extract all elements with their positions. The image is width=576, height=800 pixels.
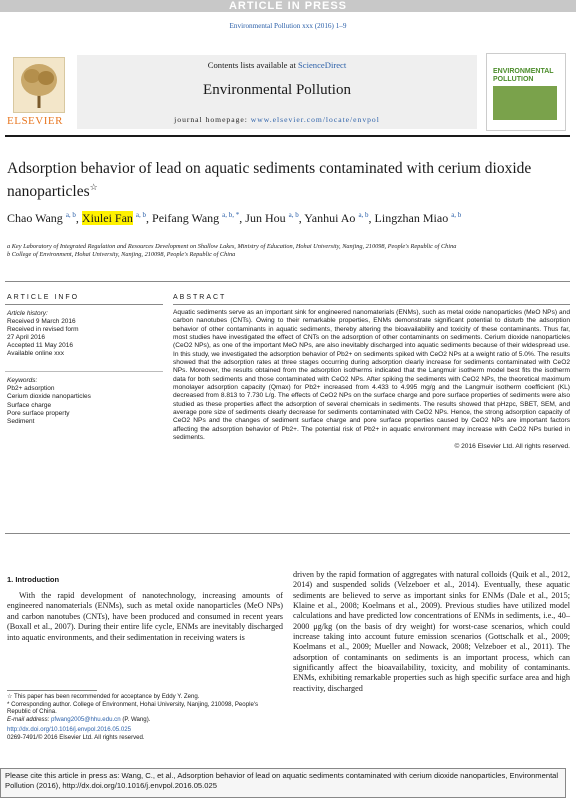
homepage-link[interactable]: www.elsevier.com/locate/envpol — [250, 115, 380, 124]
doi-link[interactable]: http://dx.doi.org/10.1016/j.envpol.2016.05.025 — [7, 726, 132, 734]
article-info-heading: ARTICLE INFO — [7, 294, 80, 301]
author-name[interactable]: Yanhui Ao — [304, 211, 356, 225]
cover-title: ENVIRONMENTAL POLLUTION — [493, 68, 554, 83]
section-heading: 1. Introduction — [7, 575, 60, 584]
email-link[interactable]: pfwang2005@hhu.edu.cn — [51, 715, 121, 723]
intro-left-column: With the rapid development of nanotechnology, increasing amounts of engineered nanomaterials (ENMs), such as metal oxide nanoparticles (MeO NPs) and carbon nanotubes (CNTs), have been produced and consumed in recent years (Boxall et al., 2007). During their entire life cycle, ENMs are inevitably discharged into aquatic environments, and their sedimentation in receiving waters is — [7, 591, 283, 642]
author-list: Chao Wang $^{a, b}$, Xiulei Fan $^{a, b}$, Peifang Wang $^{a, b, *}$, Jun Hou $^{a, b}$, Yanhui Ao $^{a, b}$, Lingzhan Miao $^{a, b}$ — [7, 211, 462, 225]
keyword-item: Cerium dioxide nanoparticles — [7, 393, 91, 401]
author-name[interactable]: Xiulei Fan — [81, 211, 133, 225]
issn-line: 0269-7491/© 2016 Elsevier Ltd. All rights reserved. — [7, 733, 145, 741]
keyword-item: Pb2+ adsorption — [7, 385, 55, 393]
keyword-item: Sediment — [7, 418, 35, 426]
keyword-item: Pore surface property — [7, 409, 70, 417]
journal-citation-line[interactable]: Environmental Pollution xxx (2016) 1–9 — [229, 22, 347, 30]
sciencedirect-link[interactable]: ScienceDirect — [298, 60, 347, 70]
journal-title: Environmental Pollution — [203, 82, 351, 98]
citation-box: Please cite this article in press as: Wang, C., et al., Adsorption behavior of lead on aquatic sediments contaminated with cerium dioxide nanoparticles, Environmental Pollution (2016), http://dx.doi.org/10.1016/j.envpol.2016.05.025 — [0, 768, 566, 798]
abstract-copyright: © 2016 Elsevier Ltd. All rights reserved. — [454, 442, 570, 450]
history-item: Accepted 11 May 2016 — [7, 342, 74, 349]
journal-cover-thumbnail[interactable] — [486, 53, 566, 131]
affiliation-b: b College of Environment, Hohai University, Nanjing, 210098, People's Republic of China — [7, 251, 236, 258]
divider — [5, 304, 163, 305]
footnotes — [7, 693, 283, 742]
journal-homepage: journal homepage: www.elsevier.com/locate/envpol — [174, 115, 380, 124]
title-footnote-mark[interactable]: ☆ — [89, 182, 98, 192]
cover-image — [493, 86, 557, 120]
article-in-press-banner: ARTICLE IN PRESS — [0, 0, 576, 12]
author-name[interactable]: Lingzhan Miao — [374, 211, 449, 225]
keyword-item: Surface charge — [7, 401, 52, 409]
history-item: 27 April 2016 — [7, 334, 45, 341]
abstract-body — [173, 309, 570, 451]
intro-right-column: driven by the rapid formation of aggregates with natural colloids (Quik et al., 2012, 2014) and suspended solids (Velzeboer et al., 2014). Eventually, these aquatic sediments are believed to serve as important sinks for ENMs (Dale et al., 2015; Klaine et al., 2008; Koelmans et al., 2009). Previous studies have utilized model calculations and have predicted low concentrations of ENMs in sediments, i.e., 40–2000 μg/kg (on the basis of dry weight) for worst-case scenarios, which could increase taking into account future emission scenarios (Gottschalk et al., 2009; Koelmans et al., 2009; Mueller and Nowack, 2008; Velzeboer et al., 2011). The adsorption of contaminants on sediments is an important process, which can significantly affect the bioavailability, toxicity, and mobility of contaminants. ENMs, exhibiting remarkable properties such as high specific surface area and high reactivity, discharged — [293, 570, 570, 693]
history-item: Received 9 March 2016 — [7, 318, 76, 325]
affiliations — [7, 243, 552, 259]
divider — [173, 304, 570, 305]
publisher-name: ELSEVIER — [7, 115, 63, 127]
footnote-corresponding: * Corresponding author. College of Environment, Hohai University, Nanjing, 210098, People's Republic of China. — [7, 700, 259, 716]
elsevier-logo[interactable] — [5, 53, 70, 131]
history-item: Received in revised form — [7, 326, 79, 333]
history-item: Available online xxx — [7, 350, 64, 357]
abstract-heading: ABSTRACT — [173, 294, 227, 301]
footnote-email: E-mail address: pfwang2005@hhu.edu.cn (P. Wang). — [7, 715, 151, 723]
divider — [5, 371, 163, 372]
affiliation-a: a Key Laboratory of Integrated Regulation and Resources Development on Shallow Lakes, Ministry of Education, Hohai University, Nanjing, 210098, People's Republic of China — [7, 243, 457, 250]
elsevier-tree-icon — [13, 57, 65, 113]
article-history: Article history: Received 9 March 2016 Received in revised form 27 April 2016 Accepted 11 May 2016 Available online xxx — [7, 310, 162, 358]
contents-line: Contents lists available at ScienceDirect — [207, 60, 347, 70]
journal-header — [5, 53, 570, 131]
author-name[interactable]: Peifang Wang — [152, 211, 220, 225]
article-title: Adsorption behavior of lead on aquatic sediments contaminated with cerium dioxide nanoparticles☆ — [7, 160, 532, 201]
footnote-rule — [7, 690, 97, 691]
footnote-star: ☆ This paper has been recommended for acceptance by Eddy Y. Zeng. — [7, 693, 200, 700]
divider — [5, 533, 570, 534]
header-rule — [5, 135, 570, 137]
divider — [5, 281, 570, 282]
keywords: Keywords: Pb2+ adsorption Cerium dioxide nanoparticles Surface charge Pore surface property Sediment — [7, 377, 162, 426]
author-name[interactable]: Chao Wang — [7, 211, 63, 225]
abstract-text: Aquatic sediments serve as an important sink for engineered nanomaterials (ENMs), such as metal oxide nanoparticles (MeO NPs) and carbon nanotubes (CNTs). Owing to their remarkable properties, ENMs demonstrate significant potential to disturb the adsorption behavior of other contaminants in aquatic sediments, thereby altering the bioavailability and toxicity of these contaminants. Thus far, most studies have investigated the effect of CNTs on the adsorption of other contaminants on sediments. Cerium dioxide nanoparticles (CeO2 NPs), as one of the important MeO NPs, are also inevitably discharged into aquatic sediments because of their widespread use. In this study, we investigated the adsorption behavior of Pb2+ on sediments spiked with CeO2 NPs at a weight ratio of 5.0%. The results showed that the adsorption rates at three stages occurring during adsorption clearly increase for sediments contaminated with CeO2 NPs. Moreover, the results obtained from the adsorption isotherms indicated that the Langmuir isotherm model best fits the isotherm data for both sediments and those contaminated with CeO2 NPs. After spiking the sediments with CeO2 NPs, the theoretical maximum monolayer adsorption capacity (Qmax) for Pb2+ increased from 4.433 to 4.995 mg/g and the Langmuir isotherm coefficient (KL) decreased from 8.813 to 7.730 L/g. The effects of CeO2 NPs on the surface charge and pore surface properties of sediments were also studied as these properties affect the adsorption of several chemicals in sediments. The results showed that pHzpc, SBET, SEM, and average pore size of sediments clearly decrease for sediments contaminated with CeO2 NPs. Hence, the strong adsorption capacity of CeO2 NPs and the changes of sediment surface charge and pore surface properties caused by CeO2 NPs are important factors affecting the adsorption behavior of Pb2+. The potential risk of Pb2+ in aquatic environment may increase with CeO2 NPs buried in sediments. — [173, 309, 570, 442]
author-name[interactable]: Jun Hou — [245, 211, 286, 225]
